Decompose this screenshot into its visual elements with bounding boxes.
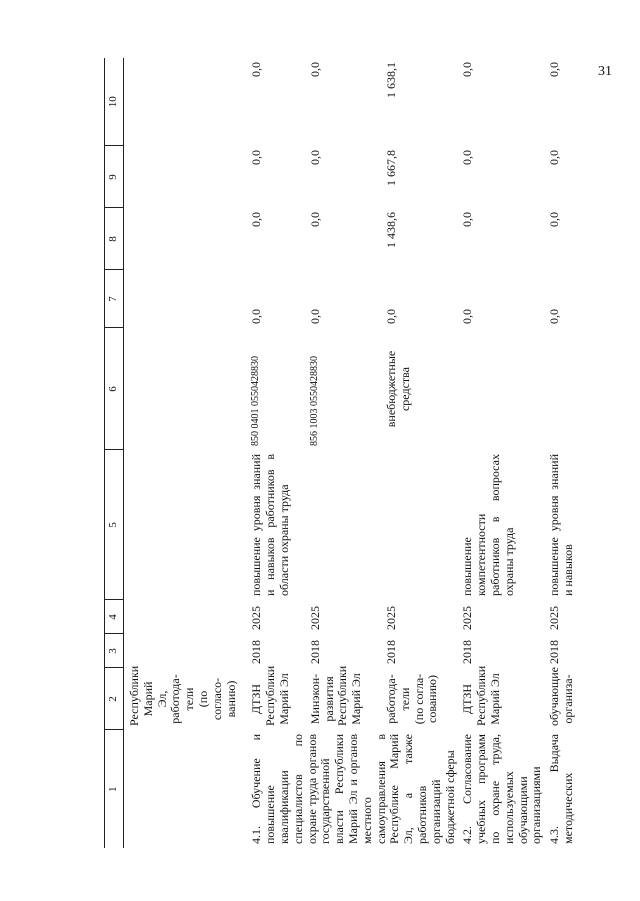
col-header: 3 — [105, 634, 124, 668]
end-year-cell: 2025 — [249, 606, 264, 630]
value-cell: 0,0 — [547, 212, 562, 227]
end-year-cell: 2025 — [384, 606, 399, 630]
executor-cell: обучающие организа- — [547, 667, 575, 726]
program-table — [104, 58, 578, 848]
executor-cell: Республики Марий Эл, работода- тели (по согласо- ванию) — [127, 665, 238, 726]
table-row — [546, 58, 578, 848]
value-cell: 0,0 — [460, 62, 475, 77]
start-year-cell: 2018 — [307, 640, 322, 664]
value-cell: 0,0 — [249, 150, 264, 165]
value-cell: 0,0 — [249, 212, 264, 227]
page-number: 31 — [598, 64, 612, 79]
budget-code-cell — [459, 328, 546, 450]
value-cell: 1 438,6 — [384, 212, 399, 248]
continuation-row — [124, 58, 249, 848]
table-row — [248, 58, 306, 848]
value-cell: 0,0 — [547, 309, 562, 324]
end-year-cell: 2025 — [460, 606, 475, 630]
activity-cell: 4.1. Обучение и повышение квалификации специалистов по охране труда органов государственной власти Республики Марий Эл и органов местного самоуправления в Республике Марий Эл, а также работников организаций бюджетной сферы — [249, 734, 457, 844]
value-cell: 0,0 — [307, 62, 322, 77]
value-cell: 0,0 — [307, 150, 322, 165]
col-header: 1 — [105, 730, 124, 848]
value-cell: 0,0 — [547, 62, 562, 77]
end-year-cell: 2025 — [547, 606, 562, 630]
result-cell: повышение уровня знаний и навыков — [547, 454, 575, 596]
start-year-cell: 2018 — [547, 640, 562, 664]
executor-cell: ДТЗН Республики Марий Эл — [249, 665, 291, 726]
value-cell: 0,0 — [307, 212, 322, 227]
col-header: 6 — [105, 328, 124, 450]
col-header: 7 — [105, 270, 124, 328]
executor-cell: ДТЗН Республики Марий Эл — [460, 665, 502, 726]
value-cell: 0,0 — [249, 309, 264, 324]
table-row — [459, 58, 546, 848]
value-cell: 1 667,8 — [384, 150, 399, 186]
col-header: 10 — [105, 58, 124, 146]
value-cell: 1 638,1 — [384, 62, 399, 98]
col-header: 4 — [105, 600, 124, 634]
executor-cell: Минэкон-развития Республики Марий Эл — [307, 665, 364, 726]
executor-cell: работода- тели (по согла- сованию) — [384, 673, 440, 725]
header-row — [105, 58, 124, 848]
start-year-cell: 2018 — [384, 640, 399, 664]
start-year-cell: 2018 — [249, 640, 264, 664]
activity-cell: 4.2. Согласование учебных программ по охране труда, используемых обучающими организациями — [460, 734, 544, 844]
col-header: 2 — [105, 668, 124, 730]
value-cell: 0,0 — [547, 150, 562, 165]
result-cell: повышение компетентности работников в вопросах охраны труда — [460, 454, 516, 596]
value-cell: 0,0 — [384, 309, 399, 324]
result-cell: повышение уровня знаний и навыков работников в области охраны труда — [249, 454, 291, 596]
value-cell: 0,0 — [460, 150, 475, 165]
budget-code-cell: 850 0401 0550428830 — [250, 356, 262, 446]
start-year-cell: 2018 — [460, 640, 475, 664]
value-cell: 0,0 — [307, 309, 322, 324]
program-table-sheet — [104, 58, 640, 848]
value-cell: 0,0 — [460, 309, 475, 324]
activity-cell: 4.3. Выдача методических — [547, 734, 575, 844]
value-cell: 0,0 — [249, 62, 264, 77]
budget-code-cell: 856 1003 0550428830 — [308, 356, 320, 446]
value-cell: 0,0 — [460, 212, 475, 227]
funding-source-cell: внебюджетные средства — [384, 350, 412, 428]
col-header: 9 — [105, 146, 124, 208]
end-year-cell: 2025 — [307, 606, 322, 630]
col-header: 8 — [105, 208, 124, 270]
budget-code-cell — [546, 328, 578, 450]
col-header: 5 — [105, 450, 124, 600]
